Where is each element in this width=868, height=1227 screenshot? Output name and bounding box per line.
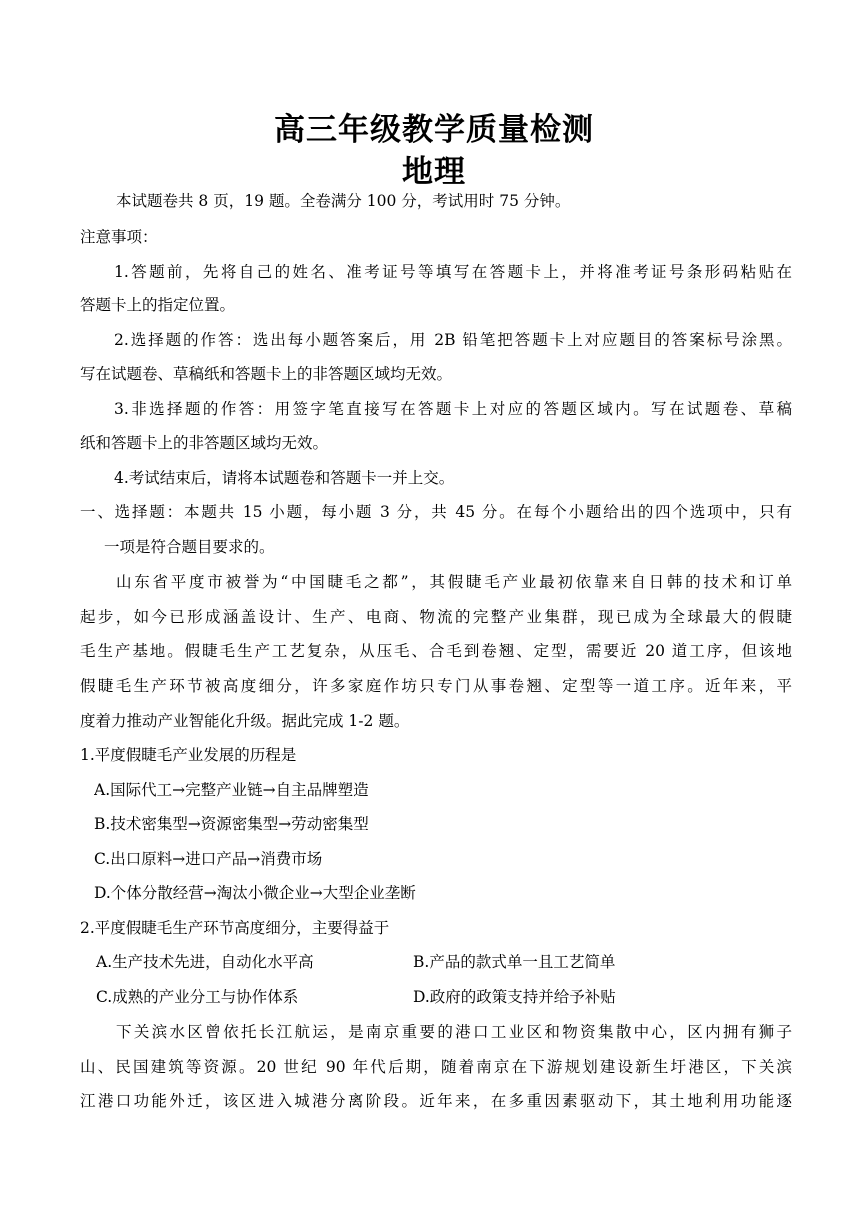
passage-1-line: 起步，如今已形成涵盖设计、生产、电商、物流的完整产业集群，现已成为全球最大的假睫 xyxy=(80,608,792,626)
question-2-option-c: C.成熟的产业分工与协作体系 xyxy=(96,988,299,1006)
passage-1-line: 山东省平度市被誉为“中国睫毛之都”，其假睫毛产业最初依靠来自日韩的技术和订单 xyxy=(116,573,792,591)
exam-title: 高三年级教学质量检测 xyxy=(274,112,594,148)
notice-item-2-cont: 写在试题卷、草稿纸和答题卡上的非答题区域均无效。 xyxy=(80,365,453,383)
subject-title: 地理 xyxy=(402,154,466,190)
exam-intro: 本试题卷共 8 页，19 题。全卷满分 100 分，考试用时 75 分钟。 xyxy=(116,192,571,210)
question-1-option-d: D.个体分散经营→淘汰小微企业→大型企业垄断 xyxy=(94,884,416,902)
notice-item-2: 2.选择题的作答：选出每小题答案后，用 2B 铅笔把答题卡上对应题目的答案标号涂黑。 xyxy=(114,331,792,349)
question-2-option-d: D.政府的政策支持并给予补贴 xyxy=(413,988,616,1006)
notice-heading: 注意事项： xyxy=(80,228,158,246)
question-1-option-c: C.出口原料→进口产品→消费市场 xyxy=(94,850,323,868)
question-1-stem: 1.平度假睫毛产业发展的历程是 xyxy=(80,746,297,764)
passage-1-line: 毛生产基地。假睫毛生产工艺复杂，从压毛、合毛到卷翘、定型，需要近 20 道工序，但该地 xyxy=(80,642,792,660)
question-1-option-b: B.技术密集型→资源密集型→劳动密集型 xyxy=(94,815,369,833)
question-2-option-a: A.生产技术先进，自动化水平高 xyxy=(96,953,314,971)
question-2-option-b: B.产品的款式单一且工艺简单 xyxy=(413,953,616,971)
passage-1-line: 度着力推动产业智能化升级。据此完成 1-2 题。 xyxy=(80,712,410,730)
notice-item-1-cont: 答题卡上的指定位置。 xyxy=(80,296,236,314)
notice-item-1: 1.答题前，先将自己的姓名、准考证号等填写在答题卡上，并将准考证号条形码粘贴在 xyxy=(114,263,792,281)
section-1-heading-cont: 一项是符合题目要求的。 xyxy=(104,538,275,556)
notice-item-3: 3.非选择题的作答：用签字笔直接写在答题卡上对应的答题区域内。写在试题卷、草稿 xyxy=(114,400,792,418)
notice-item-4: 4.考试结束后，请将本试题卷和答题卡一并上交。 xyxy=(114,469,455,487)
passage-2-line: 山、民国建筑等资源。20 世纪 90 年代后期，随着南京在下游规划建设新生圩港区，下关滨 xyxy=(80,1058,792,1076)
question-1-option-a: A.国际代工→完整产业链→自主品牌塑造 xyxy=(94,781,369,799)
notice-item-3-cont: 纸和答题卡上的非答题区域均无效。 xyxy=(80,434,329,452)
question-2-stem: 2.平度假睫毛生产环节高度细分，主要得益于 xyxy=(80,919,390,937)
passage-1-line: 假睫毛生产环节被高度细分，许多家庭作坊只专门从事卷翘、定型等一道工序。近年来，平 xyxy=(80,677,792,695)
section-1-heading: 一、选择题：本题共 15 小题，每小题 3 分，共 45 分。在每个小题给出的四个选项中，只有 xyxy=(80,503,792,521)
passage-2-line: 下关滨水区曾依托长江航运，是南京重要的港口工业区和物资集散中心，区内拥有狮子 xyxy=(116,1023,792,1041)
passage-2-line: 江港口功能外迁，该区进入城港分离阶段。近年来，在多重因素驱动下，其土地利用功能逐 xyxy=(80,1092,792,1110)
